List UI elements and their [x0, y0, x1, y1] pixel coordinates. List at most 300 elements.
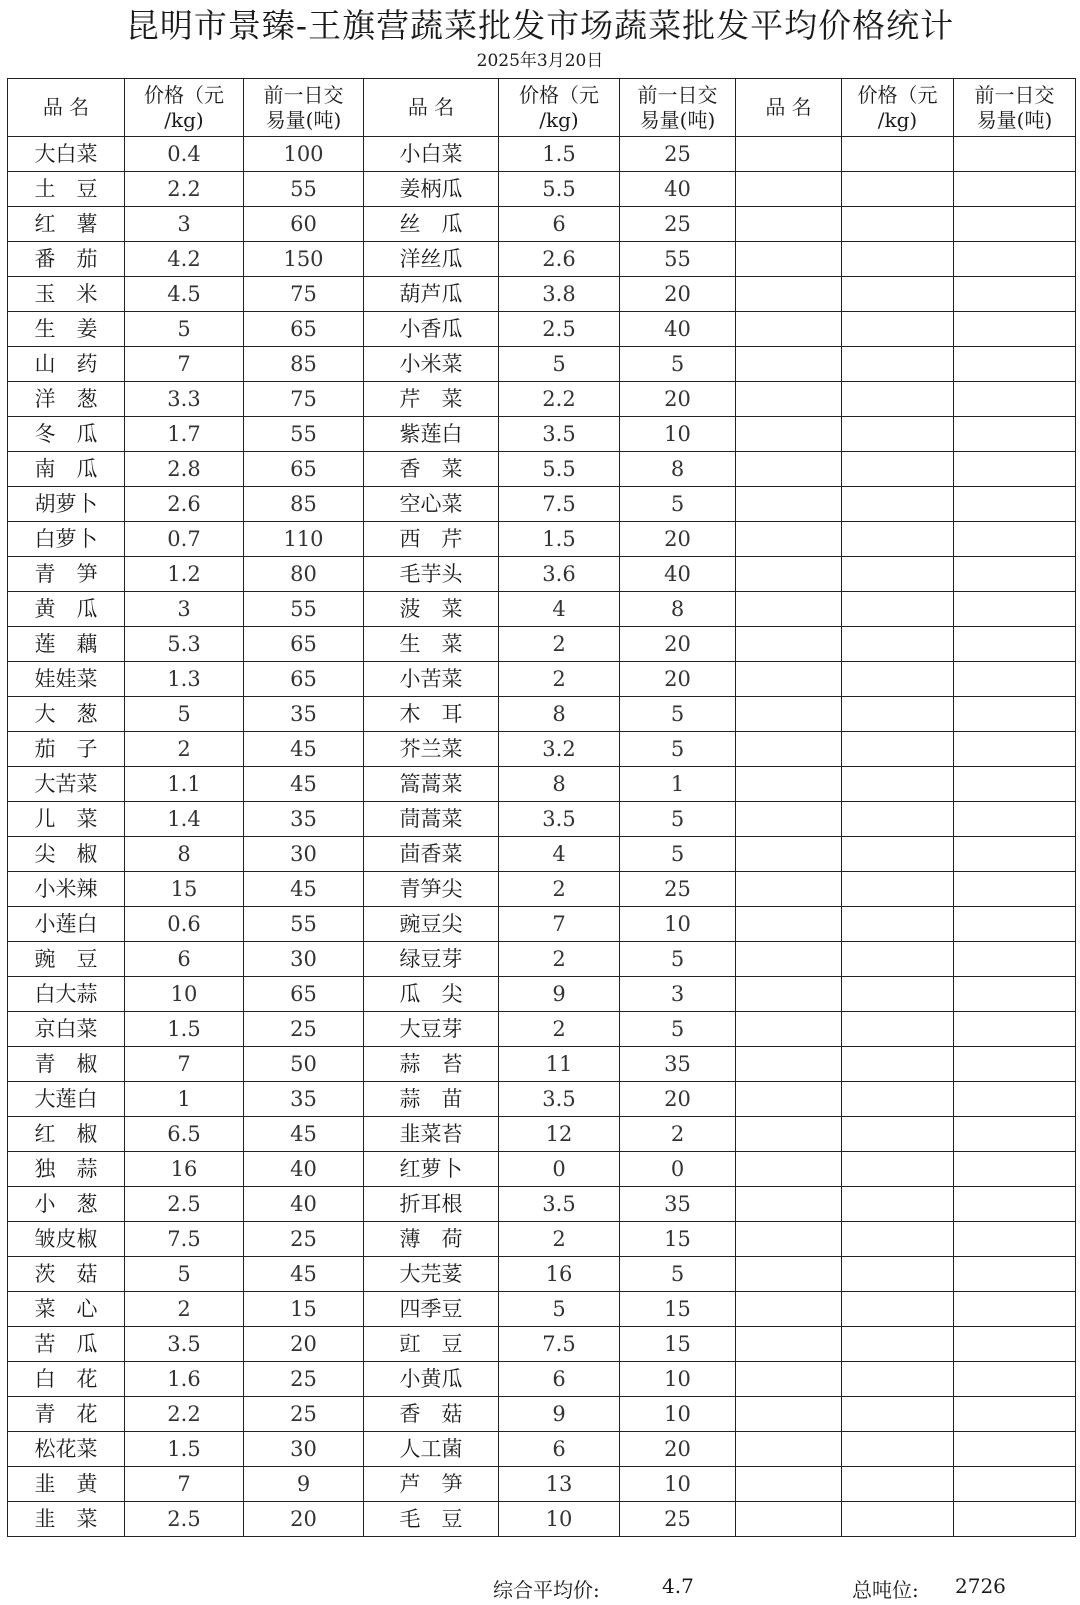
cell-name-1: 大白菜 — [8, 137, 125, 172]
cell-price-2: 16 — [499, 1257, 620, 1292]
table-row — [8, 1047, 1076, 1082]
cell-price-2: 11 — [499, 1047, 620, 1082]
table-row — [8, 627, 1076, 662]
cell-volume-1: 55 — [244, 172, 364, 207]
cell-volume-2: 5 — [620, 732, 736, 767]
header-name-2: 品 名 — [364, 79, 499, 137]
table-row — [8, 1292, 1076, 1327]
cell-price-3 — [842, 382, 954, 417]
table-row — [8, 1012, 1076, 1047]
cell-name-1: 红 椒 — [8, 1117, 125, 1152]
table-row — [8, 837, 1076, 872]
cell-name-2: 韭菜苔 — [364, 1117, 499, 1152]
cell-name-3 — [736, 382, 842, 417]
table-row — [8, 1327, 1076, 1362]
cell-volume-2: 40 — [620, 557, 736, 592]
cell-volume-1: 25 — [244, 1397, 364, 1432]
cell-volume-2: 15 — [620, 1292, 736, 1327]
cell-volume-3 — [954, 1047, 1076, 1082]
cell-name-1: 红 薯 — [8, 207, 125, 242]
cell-price-3 — [842, 557, 954, 592]
cell-volume-1: 30 — [244, 837, 364, 872]
cell-name-2: 毛 豆 — [364, 1502, 499, 1537]
cell-name-3 — [736, 1467, 842, 1502]
cell-price-3 — [842, 907, 954, 942]
cell-volume-2: 8 — [620, 452, 736, 487]
cell-price-2: 5.5 — [499, 452, 620, 487]
cell-name-3 — [736, 1397, 842, 1432]
cell-volume-1: 25 — [244, 1012, 364, 1047]
cell-price-1: 3 — [125, 592, 244, 627]
cell-name-2: 蒜 苗 — [364, 1082, 499, 1117]
cell-volume-2: 10 — [620, 1397, 736, 1432]
cell-price-2: 4 — [499, 837, 620, 872]
cell-price-3 — [842, 1082, 954, 1117]
header-volume-3: 前一日交 易量(吨) — [954, 79, 1076, 137]
cell-volume-2: 10 — [620, 1467, 736, 1502]
cell-name-3 — [736, 1082, 842, 1117]
header-price-1: 价格（元 /kg) — [125, 79, 244, 137]
cell-volume-1: 35 — [244, 802, 364, 837]
cell-price-3 — [842, 942, 954, 977]
cell-price-1: 1.3 — [125, 662, 244, 697]
page-title: 昆明市景臻-王旗营蔬菜批发市场蔬菜批发平均价格统计 — [125, 6, 955, 45]
cell-volume-1: 45 — [244, 1257, 364, 1292]
table-row — [8, 732, 1076, 767]
cell-price-2: 6 — [499, 1432, 620, 1467]
cell-price-3 — [842, 1012, 954, 1047]
cell-price-2: 9 — [499, 977, 620, 1012]
cell-price-3 — [842, 1502, 954, 1537]
cell-volume-2: 25 — [620, 207, 736, 242]
cell-volume-2: 10 — [620, 417, 736, 452]
cell-volume-3 — [954, 347, 1076, 382]
cell-price-3 — [842, 732, 954, 767]
cell-name-1: 松花菜 — [8, 1432, 125, 1467]
cell-price-3 — [842, 802, 954, 837]
cell-price-1: 3.5 — [125, 1327, 244, 1362]
cell-volume-1: 50 — [244, 1047, 364, 1082]
cell-price-2: 7 — [499, 907, 620, 942]
average-price-label: 综合平均价: — [493, 1578, 600, 1602]
cell-name-2: 空心菜 — [364, 487, 499, 522]
cell-name-3 — [736, 1292, 842, 1327]
cell-price-2: 10 — [499, 1502, 620, 1537]
cell-price-1: 0.4 — [125, 137, 244, 172]
cell-name-3 — [736, 1327, 842, 1362]
cell-volume-1: 75 — [244, 277, 364, 312]
cell-name-2: 小米菜 — [364, 347, 499, 382]
cell-volume-3 — [954, 872, 1076, 907]
cell-name-2: 芥兰菜 — [364, 732, 499, 767]
cell-price-3 — [842, 592, 954, 627]
cell-volume-2: 20 — [620, 662, 736, 697]
cell-price-2: 2 — [499, 1012, 620, 1047]
cell-name-3 — [736, 802, 842, 837]
cell-name-1: 苦 瓜 — [8, 1327, 125, 1362]
cell-name-1: 大莲白 — [8, 1082, 125, 1117]
cell-price-3 — [842, 767, 954, 802]
cell-name-2: 绿豆芽 — [364, 942, 499, 977]
cell-name-3 — [736, 907, 842, 942]
cell-volume-1: 65 — [244, 662, 364, 697]
cell-name-3 — [736, 207, 842, 242]
cell-name-1: 韭 菜 — [8, 1502, 125, 1537]
cell-volume-1: 110 — [244, 522, 364, 557]
cell-volume-1: 80 — [244, 557, 364, 592]
cell-volume-3 — [954, 627, 1076, 662]
cell-volume-3 — [954, 1467, 1076, 1502]
cell-volume-3 — [954, 767, 1076, 802]
cell-volume-3 — [954, 732, 1076, 767]
cell-volume-3 — [954, 522, 1076, 557]
cell-price-3 — [842, 487, 954, 522]
cell-price-2: 2 — [499, 1222, 620, 1257]
cell-volume-3 — [954, 1187, 1076, 1222]
cell-price-3 — [842, 1047, 954, 1082]
cell-name-3 — [736, 1432, 842, 1467]
cell-price-1: 1.5 — [125, 1012, 244, 1047]
cell-name-3 — [736, 137, 842, 172]
table-row — [8, 1222, 1076, 1257]
cell-price-2: 3.5 — [499, 417, 620, 452]
cell-price-1: 0.6 — [125, 907, 244, 942]
cell-price-3 — [842, 837, 954, 872]
cell-volume-1: 55 — [244, 907, 364, 942]
cell-volume-1: 40 — [244, 1187, 364, 1222]
table-row — [8, 452, 1076, 487]
cell-price-2: 7.5 — [499, 487, 620, 522]
cell-price-3 — [842, 277, 954, 312]
cell-volume-2: 20 — [620, 522, 736, 557]
cell-name-3 — [736, 417, 842, 452]
cell-name-2: 洋丝瓜 — [364, 242, 499, 277]
cell-name-1: 青 椒 — [8, 1047, 125, 1082]
cell-volume-1: 40 — [244, 1152, 364, 1187]
cell-price-1: 1.4 — [125, 802, 244, 837]
table-row — [8, 522, 1076, 557]
cell-volume-1: 100 — [244, 137, 364, 172]
cell-volume-3 — [954, 1397, 1076, 1432]
cell-volume-1: 45 — [244, 1117, 364, 1152]
header-price-3: 价格（元 /kg) — [842, 79, 954, 137]
cell-price-3 — [842, 417, 954, 452]
cell-price-1: 2 — [125, 732, 244, 767]
cell-name-2: 小香瓜 — [364, 312, 499, 347]
cell-name-1: 茨 菇 — [8, 1257, 125, 1292]
cell-price-1: 4.5 — [125, 277, 244, 312]
cell-name-2: 毛芋头 — [364, 557, 499, 592]
cell-name-3 — [736, 767, 842, 802]
cell-name-1: 娃娃菜 — [8, 662, 125, 697]
cell-name-3 — [736, 872, 842, 907]
cell-volume-3 — [954, 907, 1076, 942]
cell-price-1: 4.2 — [125, 242, 244, 277]
cell-name-1: 小莲白 — [8, 907, 125, 942]
cell-price-1: 7 — [125, 1467, 244, 1502]
table-row — [8, 1257, 1076, 1292]
cell-price-1: 2.2 — [125, 172, 244, 207]
cell-volume-3 — [954, 1327, 1076, 1362]
cell-price-3 — [842, 522, 954, 557]
cell-name-2: 香 菇 — [364, 1397, 499, 1432]
table-row — [8, 1397, 1076, 1432]
cell-volume-2: 40 — [620, 312, 736, 347]
cell-volume-2: 0 — [620, 1152, 736, 1187]
cell-price-1: 1.6 — [125, 1362, 244, 1397]
cell-name-3 — [736, 172, 842, 207]
cell-volume-1: 150 — [244, 242, 364, 277]
cell-volume-3 — [954, 592, 1076, 627]
cell-name-2: 豌豆尖 — [364, 907, 499, 942]
cell-price-2: 3.8 — [499, 277, 620, 312]
cell-price-3 — [842, 1467, 954, 1502]
cell-name-2: 木 耳 — [364, 697, 499, 732]
table-row — [8, 977, 1076, 1012]
cell-price-1: 2 — [125, 1292, 244, 1327]
cell-name-2: 蒜 苔 — [364, 1047, 499, 1082]
cell-price-1: 15 — [125, 872, 244, 907]
cell-volume-3 — [954, 1222, 1076, 1257]
cell-price-3 — [842, 207, 954, 242]
cell-volume-1: 75 — [244, 382, 364, 417]
cell-price-1: 6.5 — [125, 1117, 244, 1152]
cell-price-2: 5.5 — [499, 172, 620, 207]
cell-volume-2: 8 — [620, 592, 736, 627]
table-row — [8, 417, 1076, 452]
cell-volume-1: 55 — [244, 592, 364, 627]
cell-price-2: 5 — [499, 347, 620, 382]
cell-price-2: 3.2 — [499, 732, 620, 767]
cell-name-1: 胡萝卜 — [8, 487, 125, 522]
cell-name-3 — [736, 1187, 842, 1222]
cell-name-2: 茼蒿菜 — [364, 802, 499, 837]
cell-price-1: 1 — [125, 1082, 244, 1117]
average-price-value: 4.7 — [662, 1574, 694, 1598]
cell-volume-2: 1 — [620, 767, 736, 802]
table-row — [8, 697, 1076, 732]
cell-name-3 — [736, 1012, 842, 1047]
cell-volume-1: 45 — [244, 732, 364, 767]
table-row — [8, 347, 1076, 382]
cell-volume-3 — [954, 802, 1076, 837]
cell-price-2: 2 — [499, 662, 620, 697]
cell-price-1: 7 — [125, 1047, 244, 1082]
cell-volume-3 — [954, 452, 1076, 487]
cell-price-3 — [842, 137, 954, 172]
cell-volume-3 — [954, 1257, 1076, 1292]
cell-name-2: 葫芦瓜 — [364, 277, 499, 312]
cell-volume-2: 40 — [620, 172, 736, 207]
cell-price-3 — [842, 172, 954, 207]
cell-volume-2: 20 — [620, 382, 736, 417]
cell-name-1: 独 蒜 — [8, 1152, 125, 1187]
cell-price-1: 2.2 — [125, 1397, 244, 1432]
cell-name-1: 白萝卜 — [8, 522, 125, 557]
table-row — [8, 1362, 1076, 1397]
cell-name-3 — [736, 347, 842, 382]
cell-volume-2: 20 — [620, 277, 736, 312]
cell-price-1: 5 — [125, 1257, 244, 1292]
cell-volume-3 — [954, 1432, 1076, 1467]
cell-price-2: 3.6 — [499, 557, 620, 592]
cell-volume-1: 65 — [244, 977, 364, 1012]
cell-volume-1: 85 — [244, 487, 364, 522]
cell-name-3 — [736, 732, 842, 767]
cell-name-1: 大苦菜 — [8, 767, 125, 802]
cell-name-1: 小米辣 — [8, 872, 125, 907]
cell-price-1: 1.7 — [125, 417, 244, 452]
cell-name-3 — [736, 592, 842, 627]
cell-volume-2: 10 — [620, 1362, 736, 1397]
cell-price-1: 8 — [125, 837, 244, 872]
cell-price-2: 1.5 — [499, 137, 620, 172]
cell-price-2: 3.5 — [499, 1187, 620, 1222]
cell-name-3 — [736, 557, 842, 592]
table-row — [8, 242, 1076, 277]
cell-price-2: 2.5 — [499, 312, 620, 347]
cell-name-1: 菜 心 — [8, 1292, 125, 1327]
cell-price-3 — [842, 1152, 954, 1187]
cell-volume-2: 25 — [620, 872, 736, 907]
cell-volume-2: 10 — [620, 907, 736, 942]
cell-price-3 — [842, 1257, 954, 1292]
cell-volume-2: 5 — [620, 1012, 736, 1047]
cell-volume-3 — [954, 1502, 1076, 1537]
total-tonnage-value: 2726 — [955, 1574, 1006, 1598]
cell-price-1: 2.8 — [125, 452, 244, 487]
cell-name-2: 大芫荽 — [364, 1257, 499, 1292]
cell-name-2: 芹 菜 — [364, 382, 499, 417]
cell-volume-3 — [954, 662, 1076, 697]
cell-price-1: 2.6 — [125, 487, 244, 522]
cell-price-3 — [842, 1432, 954, 1467]
cell-name-2: 四季豆 — [364, 1292, 499, 1327]
cell-name-1: 冬 瓜 — [8, 417, 125, 452]
table-row — [8, 1502, 1076, 1537]
cell-volume-3 — [954, 242, 1076, 277]
cell-volume-1: 45 — [244, 767, 364, 802]
cell-name-3 — [736, 1152, 842, 1187]
cell-price-2: 2.2 — [499, 382, 620, 417]
table-row — [8, 1117, 1076, 1152]
cell-price-2: 7.5 — [499, 1327, 620, 1362]
cell-name-1: 山 药 — [8, 347, 125, 382]
cell-volume-3 — [954, 977, 1076, 1012]
cell-name-2: 红萝卜 — [364, 1152, 499, 1187]
cell-name-3 — [736, 1047, 842, 1082]
cell-name-2: 薄 荷 — [364, 1222, 499, 1257]
table-row — [8, 662, 1076, 697]
cell-name-1: 青 笋 — [8, 557, 125, 592]
cell-volume-3 — [954, 312, 1076, 347]
header-volume-2: 前一日交 易量(吨) — [620, 79, 736, 137]
cell-name-1: 小 葱 — [8, 1187, 125, 1222]
cell-price-2: 4 — [499, 592, 620, 627]
cell-name-2: 小白菜 — [364, 137, 499, 172]
cell-name-3 — [736, 942, 842, 977]
header-price-2: 价格（元 /kg) — [499, 79, 620, 137]
cell-name-1: 生 姜 — [8, 312, 125, 347]
cell-volume-1: 35 — [244, 1082, 364, 1117]
cell-price-3 — [842, 1362, 954, 1397]
cell-volume-3 — [954, 277, 1076, 312]
cell-name-2: 茴香菜 — [364, 837, 499, 872]
cell-volume-1: 20 — [244, 1327, 364, 1362]
cell-price-3 — [842, 242, 954, 277]
cell-name-1: 番 茄 — [8, 242, 125, 277]
cell-volume-1: 35 — [244, 697, 364, 732]
cell-name-2: 姜柄瓜 — [364, 172, 499, 207]
table-row — [8, 1082, 1076, 1117]
cell-name-1: 黄 瓜 — [8, 592, 125, 627]
cell-volume-3 — [954, 207, 1076, 242]
cell-volume-3 — [954, 137, 1076, 172]
cell-price-2: 5 — [499, 1292, 620, 1327]
cell-name-1: 大 葱 — [8, 697, 125, 732]
cell-volume-3 — [954, 557, 1076, 592]
cell-name-3 — [736, 522, 842, 557]
cell-name-1: 京白菜 — [8, 1012, 125, 1047]
cell-volume-2: 5 — [620, 697, 736, 732]
cell-price-1: 7 — [125, 347, 244, 382]
header-name-1: 品 名 — [8, 79, 125, 137]
cell-name-1: 皱皮椒 — [8, 1222, 125, 1257]
cell-price-3 — [842, 697, 954, 732]
cell-name-2: 篙蒿菜 — [364, 767, 499, 802]
cell-price-3 — [842, 872, 954, 907]
cell-name-2: 生 菜 — [364, 627, 499, 662]
cell-volume-1: 25 — [244, 1222, 364, 1257]
cell-volume-1: 15 — [244, 1292, 364, 1327]
cell-price-2: 8 — [499, 767, 620, 802]
cell-name-3 — [736, 1222, 842, 1257]
cell-name-1: 白 花 — [8, 1362, 125, 1397]
price-table — [7, 78, 1076, 1537]
cell-name-3 — [736, 977, 842, 1012]
cell-volume-3 — [954, 1012, 1076, 1047]
cell-name-2: 青笋尖 — [364, 872, 499, 907]
cell-name-3 — [736, 662, 842, 697]
cell-volume-1: 55 — [244, 417, 364, 452]
cell-volume-1: 65 — [244, 452, 364, 487]
cell-name-2: 瓜 尖 — [364, 977, 499, 1012]
cell-name-3 — [736, 487, 842, 522]
total-tonnage-label: 总吨位: — [852, 1578, 919, 1602]
cell-price-2: 8 — [499, 697, 620, 732]
cell-name-1: 洋 葱 — [8, 382, 125, 417]
cell-volume-3 — [954, 1152, 1076, 1187]
cell-price-3 — [842, 1397, 954, 1432]
cell-price-2: 13 — [499, 1467, 620, 1502]
cell-volume-3 — [954, 1362, 1076, 1397]
cell-price-3 — [842, 1187, 954, 1222]
table-row — [8, 1467, 1076, 1502]
cell-name-1: 豌 豆 — [8, 942, 125, 977]
table-header-row — [8, 79, 1076, 137]
cell-price-3 — [842, 1222, 954, 1257]
cell-name-1: 茄 子 — [8, 732, 125, 767]
cell-volume-1: 20 — [244, 1502, 364, 1537]
cell-volume-3 — [954, 172, 1076, 207]
cell-volume-2: 5 — [620, 1257, 736, 1292]
cell-price-2: 0 — [499, 1152, 620, 1187]
cell-price-3 — [842, 452, 954, 487]
cell-name-1: 青 花 — [8, 1397, 125, 1432]
cell-price-1: 1.2 — [125, 557, 244, 592]
cell-price-1: 2.5 — [125, 1187, 244, 1222]
cell-price-3 — [842, 977, 954, 1012]
